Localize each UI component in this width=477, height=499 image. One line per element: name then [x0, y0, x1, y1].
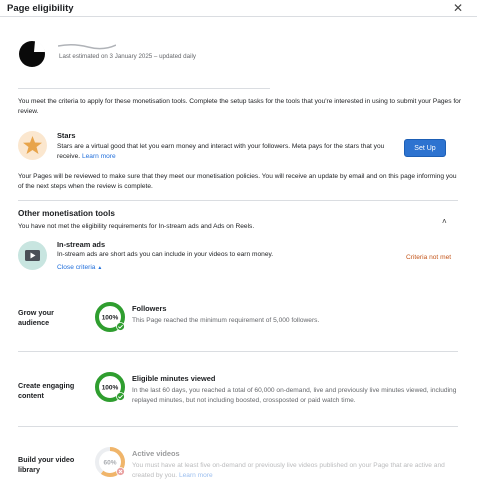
criterion-title-videos: Active videos: [132, 449, 180, 458]
instream-description: In-stream ads are short ads you can include in your videos to earn money.: [57, 251, 274, 258]
checkmark-icon: [116, 322, 125, 331]
criterion-desc-followers: This Page reached the minimum requirement of 5,000 followers.: [132, 317, 320, 324]
progress-ring-followers: [94, 301, 126, 338]
warning-icon: [116, 467, 125, 476]
stars-description: [57, 142, 387, 162]
estimated-date: Last estimated on 3 January 2025 – updated daily: [59, 53, 196, 60]
criterion-desc-videos-text: You must have at least five on-demand or previously live videos published on your Page that are active and created by you.: [132, 462, 445, 479]
criterion-label-audience: Grow your audience: [18, 308, 54, 327]
criteria-status: Criteria not met: [406, 254, 452, 261]
intro-text: You meet the criteria to apply for these monetisation tools. Complete the setup tasks for the tools that you're interested in using to submit your Pages for review.: [18, 98, 462, 115]
page-avatar: [18, 40, 46, 68]
stars-description-text: Stars are a virtual good that let you earn money and interact with your followers. Meta pays for the stars that you receive.: [57, 143, 385, 160]
progress-percent: 100%: [101, 314, 119, 322]
criterion-label-library: Build your video library: [18, 455, 75, 474]
stars-learn-more-link[interactable]: Learn more: [81, 153, 116, 160]
checkmark-icon: [116, 392, 125, 401]
videos-learn-more-link[interactable]: Learn more: [178, 472, 213, 479]
chevron-up-small-icon: ▲: [97, 265, 103, 271]
stars-setup-button[interactable]: Set Up: [404, 139, 446, 157]
page-name-redacted: [58, 42, 116, 50]
progress-ring-minutes: [94, 371, 126, 408]
criterion-divider: [18, 351, 458, 352]
criterion-title-followers: Followers: [132, 304, 167, 313]
criterion-divider: [18, 426, 458, 427]
stars-icon: [18, 131, 47, 160]
dialog-title: Page eligibility: [7, 3, 74, 14]
criterion-desc-videos: [132, 461, 457, 481]
pageinfo-divider: [18, 88, 270, 89]
criterion-label-content: Create engaging content: [18, 381, 75, 400]
chevron-up-icon[interactable]: ˄: [442, 217, 447, 226]
progress-percent: 60%: [103, 459, 117, 467]
header-divider: [0, 16, 477, 17]
video-icon: [18, 241, 47, 270]
close-icon[interactable]: ✕: [453, 1, 464, 15]
other-tools-subtitle: You have not met the eligibility requirements for In-stream ads and Ads on Reels.: [18, 223, 255, 230]
criterion-desc-minutes: In the last 60 days, you reached a total of 60,000 on-demand, live and previously live minutes viewed, including replayed minutes, but not including boosted, crossposted or paid watch time.: [132, 387, 457, 404]
instream-title: In-stream ads: [57, 240, 106, 249]
review-divider: [18, 200, 458, 201]
progress-percent: 100%: [101, 384, 119, 392]
other-tools-title: Other monetisation tools: [18, 209, 115, 218]
review-text: Your Pages will be reviewed to make sure that they meet our monetisation policies. You will receive an update by email and on this page informing you of the next steps when the review is complete.: [18, 173, 457, 190]
close-criteria-link[interactable]: [57, 264, 102, 271]
close-criteria-label[interactable]: Close criteria: [57, 264, 96, 271]
stars-title: Stars: [57, 131, 76, 140]
criterion-title-minutes: Eligible minutes viewed: [132, 374, 216, 383]
progress-ring-videos: [94, 446, 126, 483]
